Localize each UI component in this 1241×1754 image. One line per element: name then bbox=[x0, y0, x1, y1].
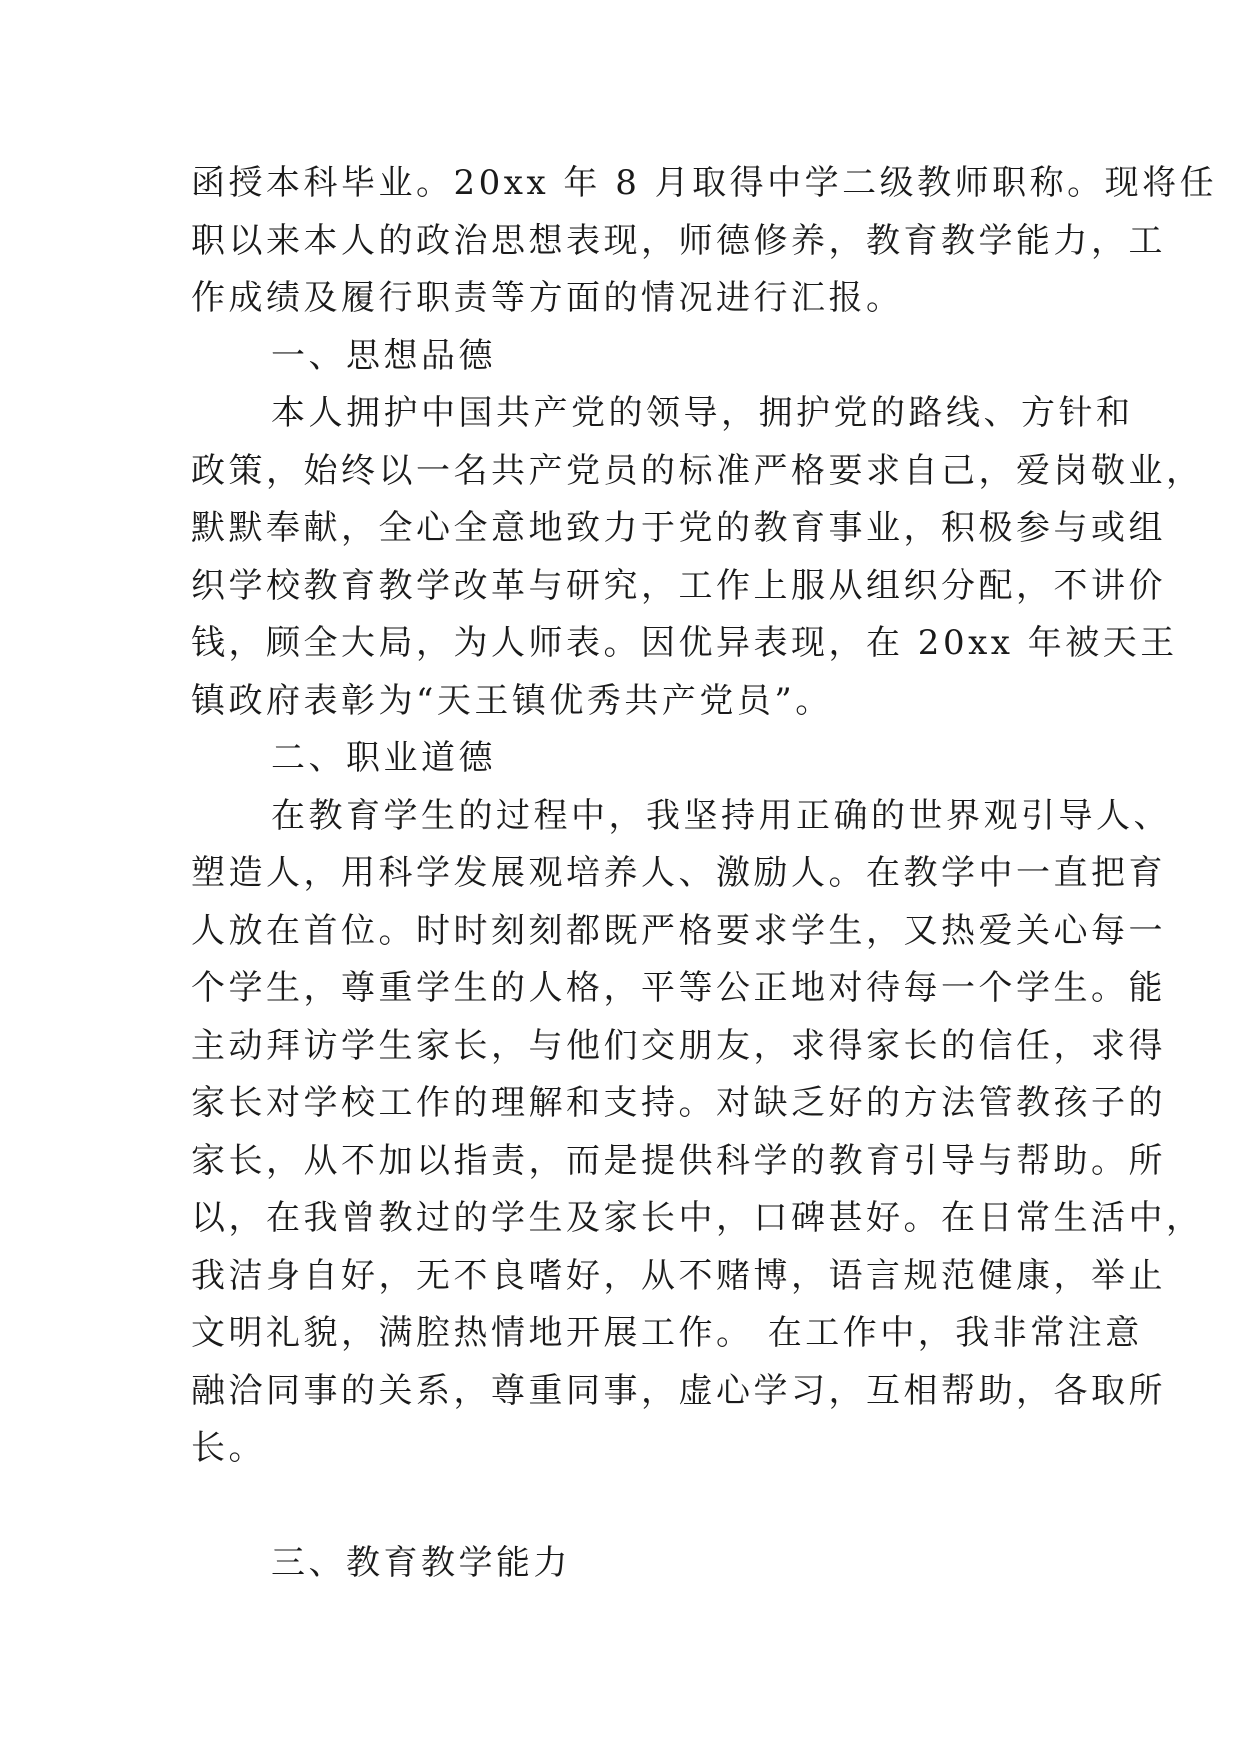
paragraph-line: 镇政府表彰为“天王镇优秀共产党员”。 bbox=[191, 680, 833, 721]
paragraph-line: 在教育学生的过程中，我坚持用正确的世界观引导人、 bbox=[271, 795, 1171, 836]
paragraph-line: 政策，始终以一名共产党员的标准严格要求自己，爱岗敬业， bbox=[191, 450, 1204, 491]
paragraph-line: 作成绩及履行职责等方面的情况进行汇报。 bbox=[191, 278, 904, 318]
paragraph-line: 函授本科毕业。20xx 年 8 月取得中学二级教师职称。现将任 bbox=[191, 163, 1218, 203]
paragraph-line: 个学生，尊重学生的人格，平等公正地对待每一个学生。能 bbox=[191, 968, 1166, 1008]
paragraph-line: 融洽同事的关系，尊重同事，虚心学习，互相帮助，各取所 bbox=[191, 1370, 1166, 1411]
paragraph-line: 家长，从不加以指责，而是提供科学的教育引导与帮助。所 bbox=[191, 1140, 1166, 1181]
paragraph-line: 织学校教育教学改革与研究，工作上服从组织分配，不讲价 bbox=[191, 565, 1166, 606]
paragraph-line: 长。 bbox=[191, 1428, 266, 1468]
paragraph-line: 主动拜访学生家长，与他们交朋友，求得家长的信任，求得 bbox=[191, 1025, 1166, 1066]
paragraph-line: 以，在我曾教过的学生及家长中，口碑甚好。在日常生活中， bbox=[191, 1198, 1204, 1238]
paragraph-line: 默默奉献，全心全意地致力于党的教育事业，积极参与或组 bbox=[191, 508, 1166, 548]
blank-line bbox=[191, 1478, 1071, 1536]
paragraph-line: 钱，顾全大局，为人师表。因优异表现，在 20xx 年被天王 bbox=[191, 623, 1178, 663]
paragraph-line: 职以来本人的政治思想表现，师德修养，教育教学能力，工 bbox=[191, 220, 1166, 261]
section-heading-2: 二、职业道德 bbox=[271, 738, 496, 778]
section-heading-1: 一、思想品德 bbox=[271, 335, 496, 376]
paragraph-line: 本人拥护中国共产党的领导，拥护党的路线、方针和 bbox=[271, 393, 1134, 433]
paragraph-line: 塑造人，用科学发展观培养人、激励人。在教学中一直把育 bbox=[191, 853, 1166, 893]
document-body bbox=[191, 155, 1218, 1593]
section-heading-3: 三、教育教学能力 bbox=[271, 1543, 571, 1583]
paragraph-line: 人放在首位。时时刻刻都既严格要求学生，又热爱关心每一 bbox=[191, 910, 1166, 951]
paragraph-line: 我洁身自好，无不良嗜好，从不赌博，语言规范健康，举止 bbox=[191, 1255, 1166, 1296]
paragraph-line: 家长对学校工作的理解和支持。对缺乏好的方法管教孩子的 bbox=[191, 1083, 1166, 1123]
paragraph-line: 文明礼貌，满腔热情地开展工作。 在工作中，我非常注意 bbox=[191, 1313, 1143, 1353]
